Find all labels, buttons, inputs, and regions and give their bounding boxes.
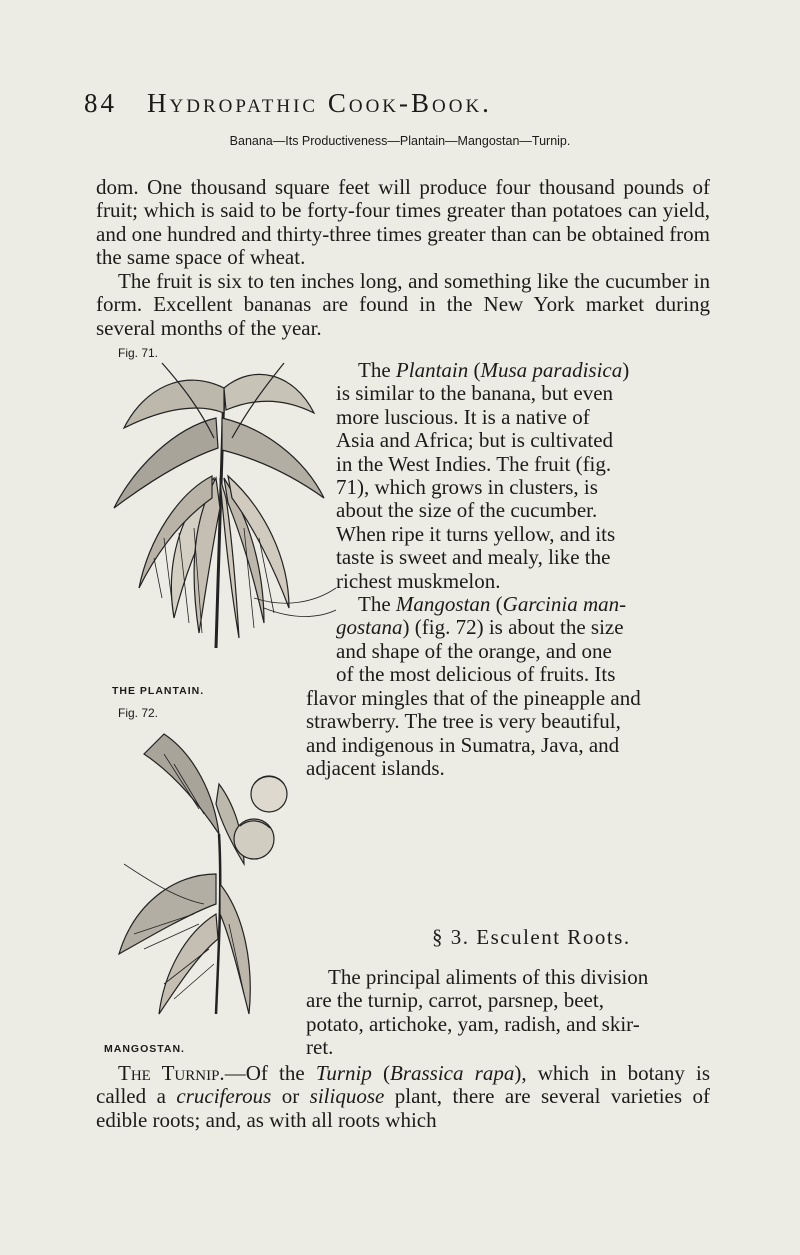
mangostan-line-7: and indigenous in Sumatra, Java, and [306, 732, 620, 757]
plantain-illustration [104, 358, 336, 658]
fig-71-label: Fig. 71. [118, 346, 159, 360]
plantain-line-10: richest muskmelon. [336, 568, 501, 593]
plantain-line-9: taste is sweet and mealy, like the [336, 545, 611, 570]
paragraph-fruit-description: The fruit is six to ten inches long, and something like the cucumber in form. Excellent bananas are found in the New York market during several months of the year. [96, 269, 710, 340]
fig-71-caption: THE PLANTAIN. [112, 685, 205, 697]
mangostan-line-4: of the most delicious of fruits. Its [336, 662, 616, 687]
roots-line-3: potato, artichoke, yam, radish, and skir- [306, 1011, 640, 1036]
turnip-heading: The Turnip. [118, 1061, 225, 1085]
paragraph-mangostan-cont [306, 687, 710, 781]
fig-72-caption: MANGOSTAN. [104, 1043, 185, 1055]
mangostan-line-2: gostana) (fig. 72) is about the size [336, 615, 624, 640]
mangostan-line-3: and shape of the orange, and one [336, 638, 612, 663]
paragraph-plantain [336, 359, 710, 593]
roots-line-1: The principal aliments of this division [328, 965, 649, 989]
mangostan-line-5: flavor mingles that of the pineapple and [306, 686, 641, 710]
paragraph-esculent-roots [306, 966, 710, 1060]
page-subheading: Banana—Its Productiveness—Plantain—Mangostan—Turnip. [229, 134, 571, 148]
roots-line-2: are the turnip, carrot, parsnep, beet, [306, 988, 604, 1013]
plantain-line-1: The Plantain (Musa paradisica) [358, 358, 630, 382]
paragraph-mangostan [336, 593, 710, 687]
paragraph-banana-yield: dom. One thousand square feet will produce four thousand pounds of fruit; which is said to be forty-four times greater than potatoes can yield, and one hundred and thirty-three times greater than can be obtained from the same space of wheat. [96, 175, 711, 270]
plantain-line-3: more luscious. It is a native of [336, 404, 590, 429]
fig-72-label: Fig. 72. [118, 706, 159, 720]
plantain-line-7: about the size of the cucumber. [336, 498, 598, 523]
page-number: 84 [84, 88, 117, 118]
paragraph-turnip: The Turnip.—Of the Turnip (Brassica rapa), which in botany is called a cruciferous or siliquose plant, there are several varieties of edible roots; and, as with all roots which [96, 1061, 710, 1132]
mangostan-illustration [104, 724, 304, 1024]
section-heading-esculent-roots: § 3. Esculent Roots. [432, 925, 631, 949]
mangostan-line-1: The Mangostan (Garcinia man- [358, 592, 627, 616]
plantain-line-4: Asia and Africa; but is cultivated [336, 428, 614, 453]
plantain-line-8: When ripe it turns yellow, and its [336, 521, 616, 546]
mangostan-line-8: adjacent islands. [306, 756, 445, 781]
mangostan-line-6: strawberry. The tree is very beautiful, [306, 709, 621, 734]
running-header [84, 88, 724, 119]
plantain-line-2: is similar to the banana, but even [336, 381, 614, 406]
roots-line-4: ret. [306, 1035, 334, 1060]
plantain-line-5: in the West Indies. The fruit (fig. [336, 451, 612, 476]
plantain-line-6: 71), which grows in clusters, is [336, 475, 598, 500]
running-title: Hydropathic Cook-Book. [147, 88, 492, 118]
